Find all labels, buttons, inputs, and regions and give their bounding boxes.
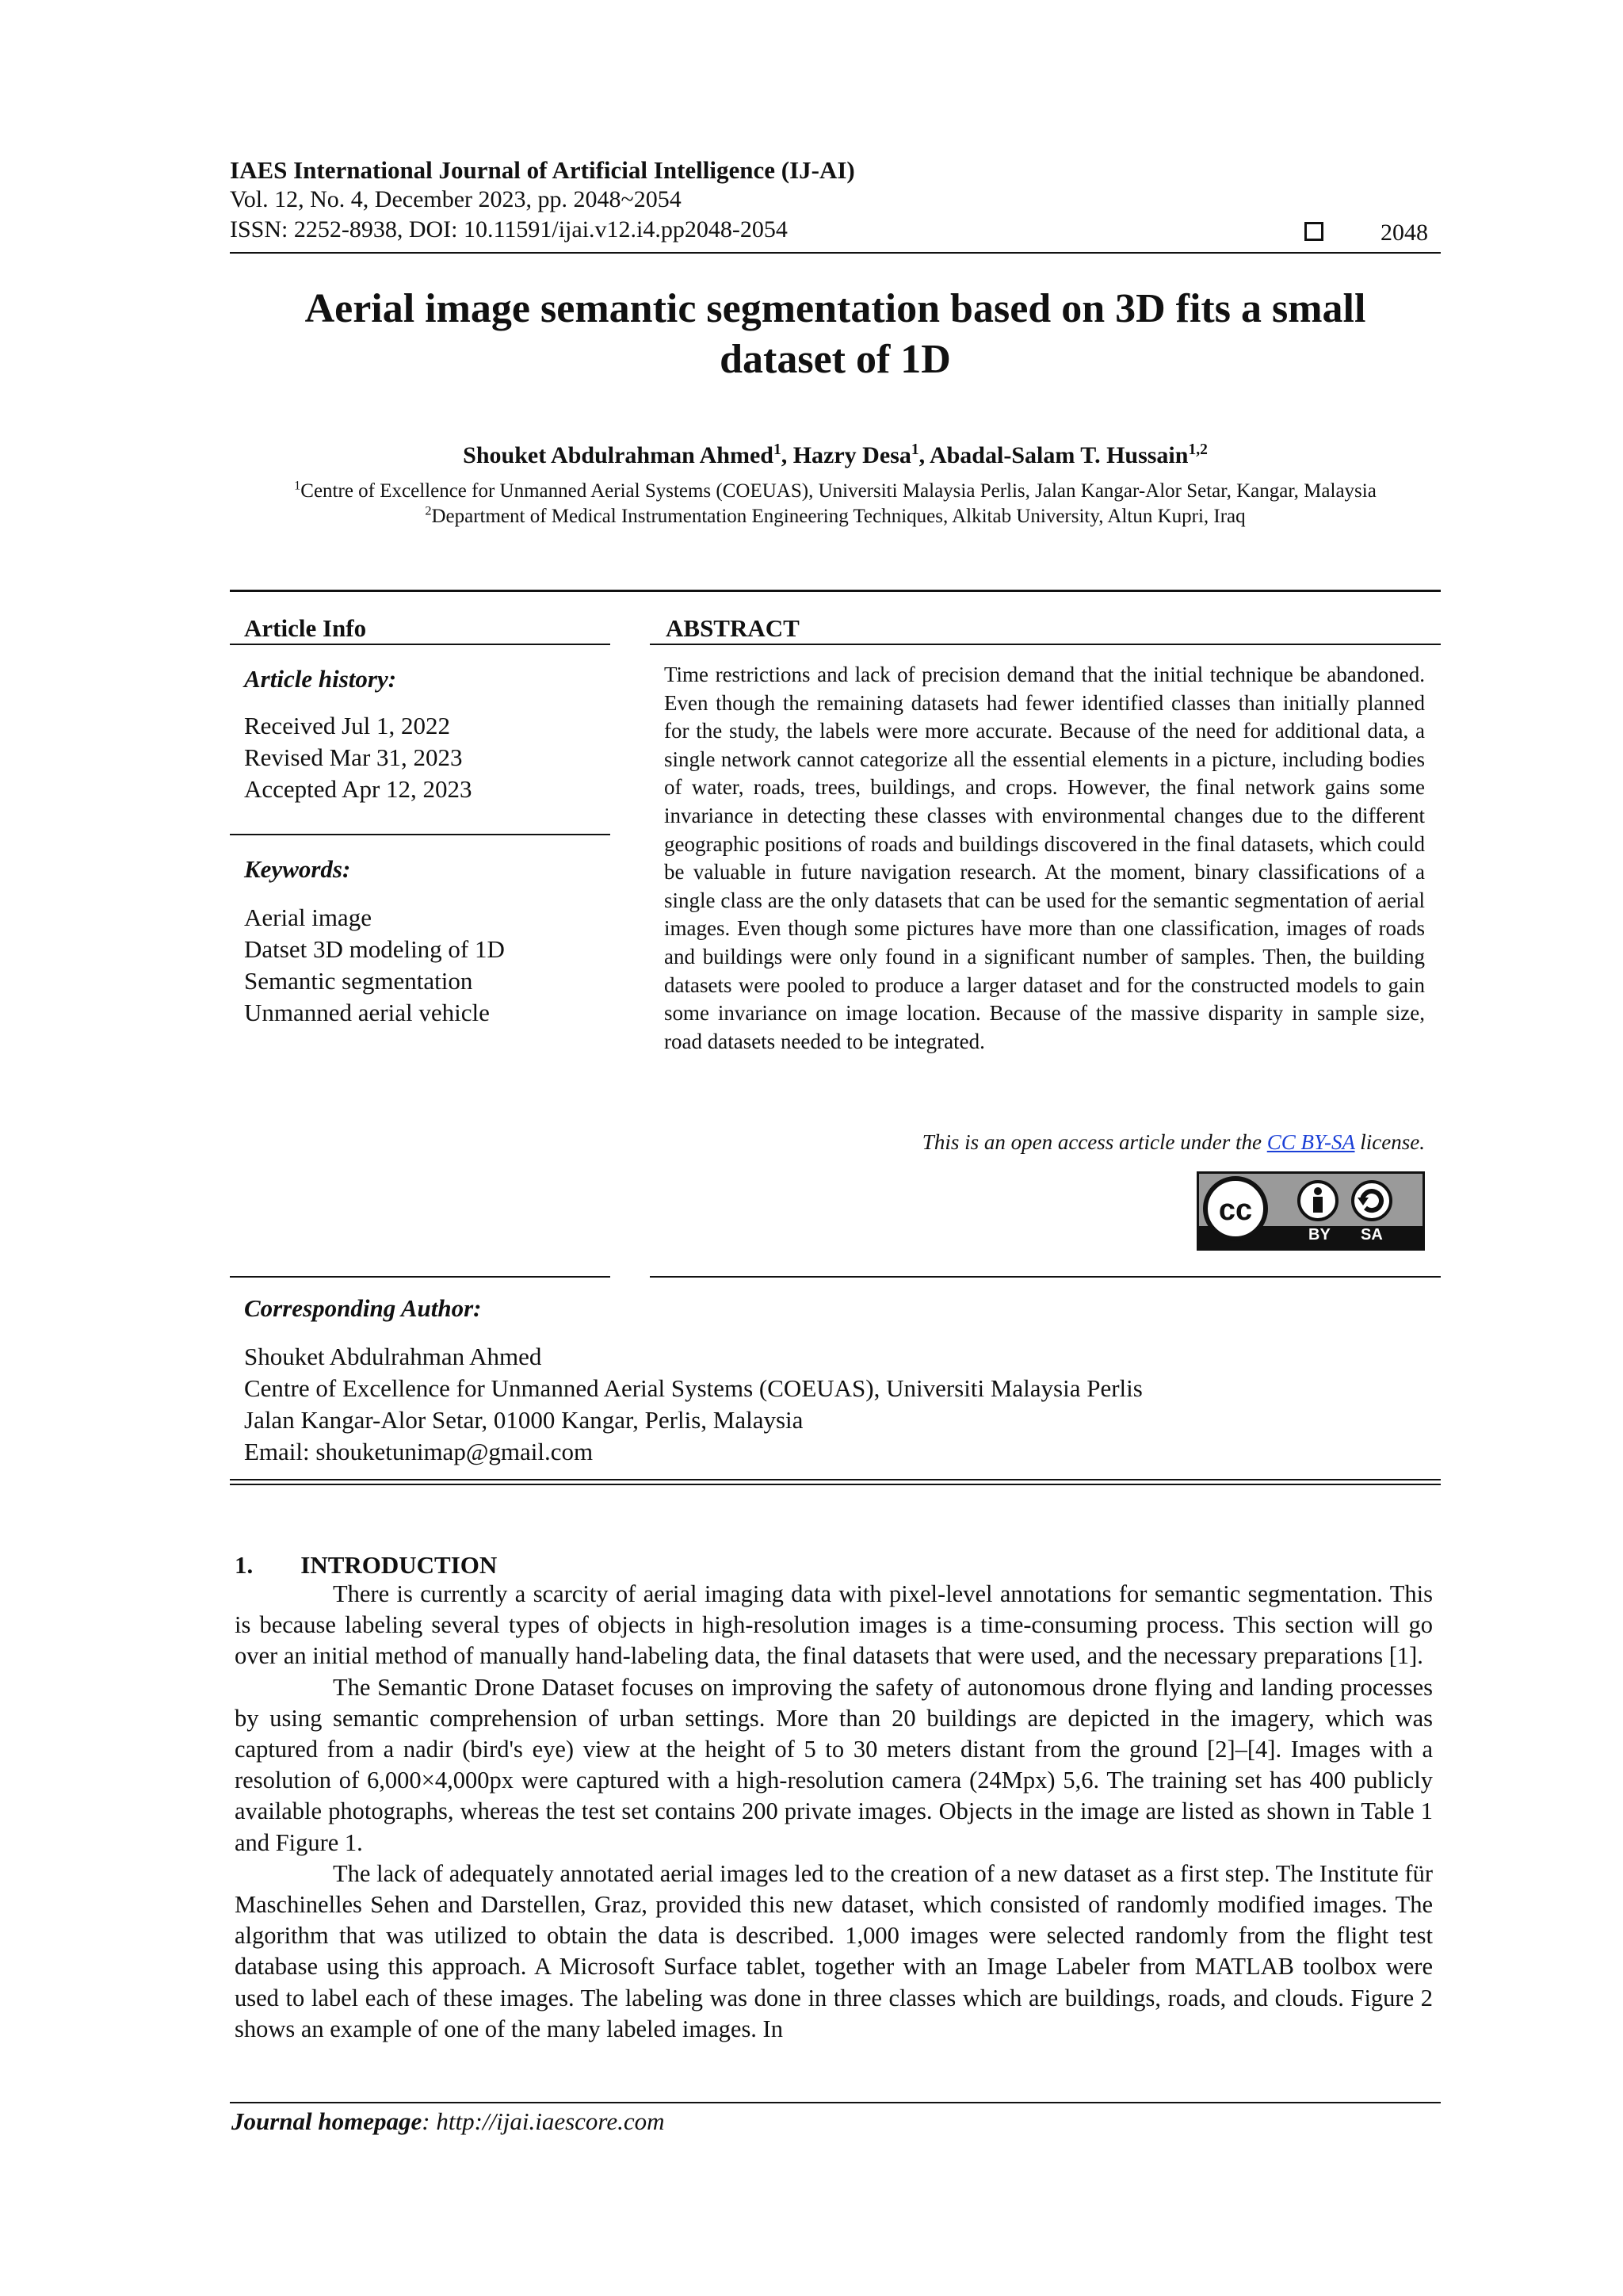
revised-date: Revised Mar 31, 2023 [244,743,463,771]
cc-by-sa-link[interactable]: CC BY-SA [1266,1130,1355,1154]
author-1: Shouket Abdulrahman Ahmed [463,442,773,468]
author-1-affil: 1 [773,441,781,458]
issn-doi: ISSN: 2252-8938, DOI: 10.11591/ijai.v12.i4.pp2048-2054 [230,216,788,243]
article-info-heading: Article Info [244,614,367,642]
title-line-1: Aerial image semantic segmentation based on 3D fits a small [304,286,1366,331]
affiliation-1: $^1$Centre of Excellence for Unmanned Aerial Systems (COEUAS), Universiti Malaysia Perlis, Jalan Kangar-Alor Setar, Kangar, Malaysia [294,478,1377,502]
intro-paragraph-2: The Semantic Drone Dataset focuses on improving the safety of autonomous drone flying and landing processes by using semantic comprehension of urban settings. More than 20 buildings are depicted in the imagery, which was captured from a nadir (bird's eye) view at the height of 5 to 30 meters distant from the ground [2]–[4]. Images with a resolution of 6,000×4,000px were captured with a high-resolution camera (24Mpx) 5,6. The training set has 400 publicly available photographs, whereas the test set contains 200 private images. Objects in the image are listed as shown in Table 1 and Figure 1. [235,1673,1433,1856]
journal-homepage [231,2107,664,2137]
abstract-rule [650,644,1441,645]
abstract-text: Time restrictions and lack of precision demand that the initial technique be abandoned. Even though the remaining datasets had fewer identified classes than initially planned for the study, the labels were more accurate. Because of the need for additional data, a single network cannot categorize all the essential elements in a picture, including bodies of water, roads, trees, buildings, and crops. However, the final network gains some invariance in detecting these classes with environmental changes due to the different geographic positions of roads and buildings discovered in the final datasets, which could be valuable in future navigation research. At the moment, binary classifications of a single class are the only datasets that can be used for the semantic segmentation of aerial images. Even though some pictures have more than one classification, images of roads and buildings were only found in a significant number of samples. Then, the building datasets were pooled to produce a larger dataset and for the constructed models to gain some invariance on image location. Because of the massive disparity in sample size, road datasets needed to be integrated. [664,663,1425,1053]
introduction-heading: 1. INTRODUCTION [235,1551,498,1579]
corresponding-heading: Corresponding Author: [244,1294,482,1322]
badge-by-label: BY [1308,1226,1331,1244]
intro-paragraph-3: The lack of adequately annotated aerial images led to the creation of a new dataset as a first step. The Institute für Maschinelles Sehen and Darstellen, Graz, provided this new dataset, which consisted of randomly modified images. The algorithm that was utilized to obtain the data is described. 1,000 images were selected randomly from the flight test database using this approach. A Microsoft Surface tablet, together with an Image Labeler from MATLAB toolbox were used to label each of these images. The labeling was done in three classes which are buildings, roads, and clouds. Figure 2 shows an example of one of the many labeled images. In [235,1859,1433,2042]
paper-title [230,284,1441,385]
author-3-affil: 1,2 [1188,441,1208,458]
corresponding-rule-2 [230,1484,1441,1485]
affiliation-2: $^2$Department of Medical Instrumentation Engineering Techniques, Alkitab University, Altun Kupri, Iraq [425,503,1246,527]
received-date: Received Jul 1, 2022 [244,712,451,739]
checkbox-square-icon [1304,222,1323,241]
abstract-bottom-rule [650,1276,1441,1278]
cc-by-sa-badge-icon [1197,1171,1425,1251]
svg-text:cc: cc [1218,1194,1253,1227]
article-info-rule [230,644,610,645]
page-number: 2048 [1381,220,1428,246]
keywords-rule [230,834,610,835]
footer-rule [230,2102,1441,2103]
volume-info: Vol. 12, No. 4, December 2023, pp. 2048~2054 [230,186,682,212]
introduction-body [235,1579,1433,2045]
section-top-rule [230,590,1441,592]
article-history-heading: Article history: [244,665,397,693]
accepted-date: Accepted Apr 12, 2023 [244,775,472,803]
badge-sa-label: SA [1361,1226,1383,1244]
author-3: Abadal-Salam T. Hussain [929,442,1189,468]
corresponding-name: Shouket Abdulrahman Ahmed [244,1343,542,1370]
homepage-label: Journal homepage [231,2107,422,2135]
author-2: Hazry Desa [792,442,911,468]
header-rule [230,252,1441,254]
intro-paragraph-1: There is currently a scarcity of aerial imaging data with pixel-level annotations for semantic segmentation. This is because labeling several types of objects in high-resolution images is a time-consuming process. This section will go over an initial method of manually hand-labeling data, the final datasets that were used, and the necessary preparations [1]. [235,1580,1433,1670]
keyword-item: Aerial image [244,904,372,931]
author-list: Shouket Abdulrahman Ahmed$^1$, Hazry Desa$^1$, Abadal-Salam T. Hussain$^{1,2}$ [463,441,1208,468]
keyword-item: Unmanned aerial vehicle [244,999,490,1026]
keyword-item: Semantic segmentation [244,967,473,995]
corresponding-address: Jalan Kangar-Alor Setar, 01000 Kangar, Perlis, Malaysia [244,1406,804,1434]
author-2-affil: 1 [911,441,919,458]
keywords-heading: Keywords: [244,855,351,883]
corresponding-email: Email: shouketunimap@gmail.com [244,1438,594,1465]
title-line-2: dataset of 1D [720,337,951,382]
keyword-item: Datset 3D modeling of 1D [244,935,505,963]
article-info-bottom-rule [230,1276,610,1278]
corresponding-affiliation: Centre of Excellence for Unmanned Aerial Systems (COEUAS), Universiti Malaysia Perlis [244,1374,1143,1402]
license-statement: This is an open access article under the CC BY-SA license. [922,1130,1425,1154]
corresponding-rule-1 [230,1479,1441,1480]
homepage-url[interactable]: : http://ijai.iaescore.com [422,2107,665,2135]
abstract-heading: ABSTRACT [666,614,800,642]
journal-name: IAES International Journal of Artificial Intelligence (IJ-AI) [230,156,855,184]
